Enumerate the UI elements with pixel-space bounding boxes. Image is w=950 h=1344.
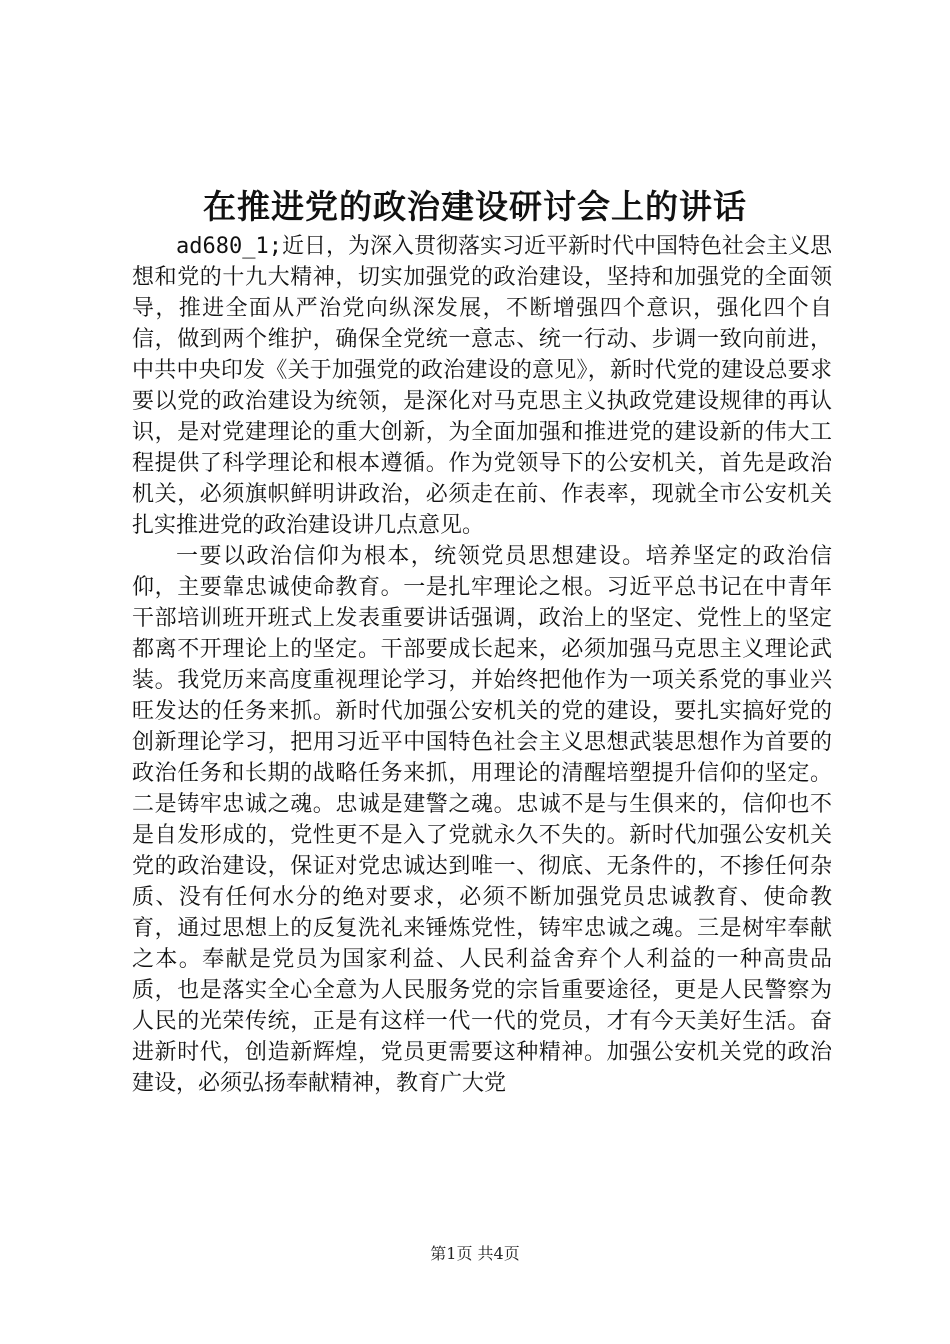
document-body — [132, 231, 832, 1099]
page-number-footer: 第1页 共4页 — [430, 1244, 520, 1263]
paragraph-section-one: 一要以政治信仰为根本，统领党员思想建设。培养坚定的政治信仰，主要靠忠诚使命教育。一是扎牢理论之根。习近平总书记在中青年干部培训班开班式上发表重要讲话强调，政治上的坚定、党性上的坚定都离不开理论上的坚定。干部要成长起来，必须加强马克思主义理论武装。我党历来高度重视理论学习，并始终把他作为一项关系党的事业兴旺发达的任务来抓。新时代加强公安机关的党的建设，要扎实搞好党的创新理论学习，把用习近平中国特色社会主义思想武装思想作为首要的政治任务和长期的战略任务来抓，用理论的清醒培塑提升信仰的坚定。二是铸牢忠诚之魂。忠诚是建警之魂。忠诚不是与生俱来的，信仰也不是自发形成的，党性更不是入了党就永久不失的。新时代加强公安机关党的政治建设，保证对党忠诚达到唯一、彻底、无条件的，不掺任何杂质、没有任何水分的绝对要求，必须不断加强党员忠诚教育、使命教育，通过思想上的反复洗礼来锤炼党性，铸牢忠诚之魂。三是树牢奉献之本。奉献是党员为国家利益、人民利益舍弃个人利益的一种高贵品质，也是落实全心全意为人民服务党的宗旨重要途径，更是人民警察为人民的光荣传统，正是有这样一代一代的党员，才有今天美好生活。奋进新时代，创造新辉煌，党员更需要这种精神。加强公安机关党的政治建设，必须弘扬奉献精神，教育广大党 — [132, 544, 832, 1096]
paragraph-intro: ad680_1;近日，为深入贯彻落实习近平新时代中国特色社会主义思想和党的十九大精神，切实加强党的政治建设，坚持和加强党的全面领导，推进全面从严治党向纵深发展，不断增强四个意识，强化四个自信，做到两个维护，确保全党统一意志、统一行动、步调一致向前进，中共中央印发《关于加强党的政治建设的意见》，新时代党的建设总要求要以党的政治建设为统领，是深化对马克思主义执政党建设规律的再认识，是对党建理论的重大创新，为全面加强和推进党的建设新的伟大工程提供了科学理论和根本遵循。作为党领导下的公安机关，首先是政治机关，必须旗帜鲜明讲政治，必须走在前、作表率，现就全市公安机关扎实推进党的政治建设讲几点意见。 — [132, 234, 832, 538]
document-title: 在推进党的政治建设研讨会上的讲话 — [203, 187, 747, 226]
